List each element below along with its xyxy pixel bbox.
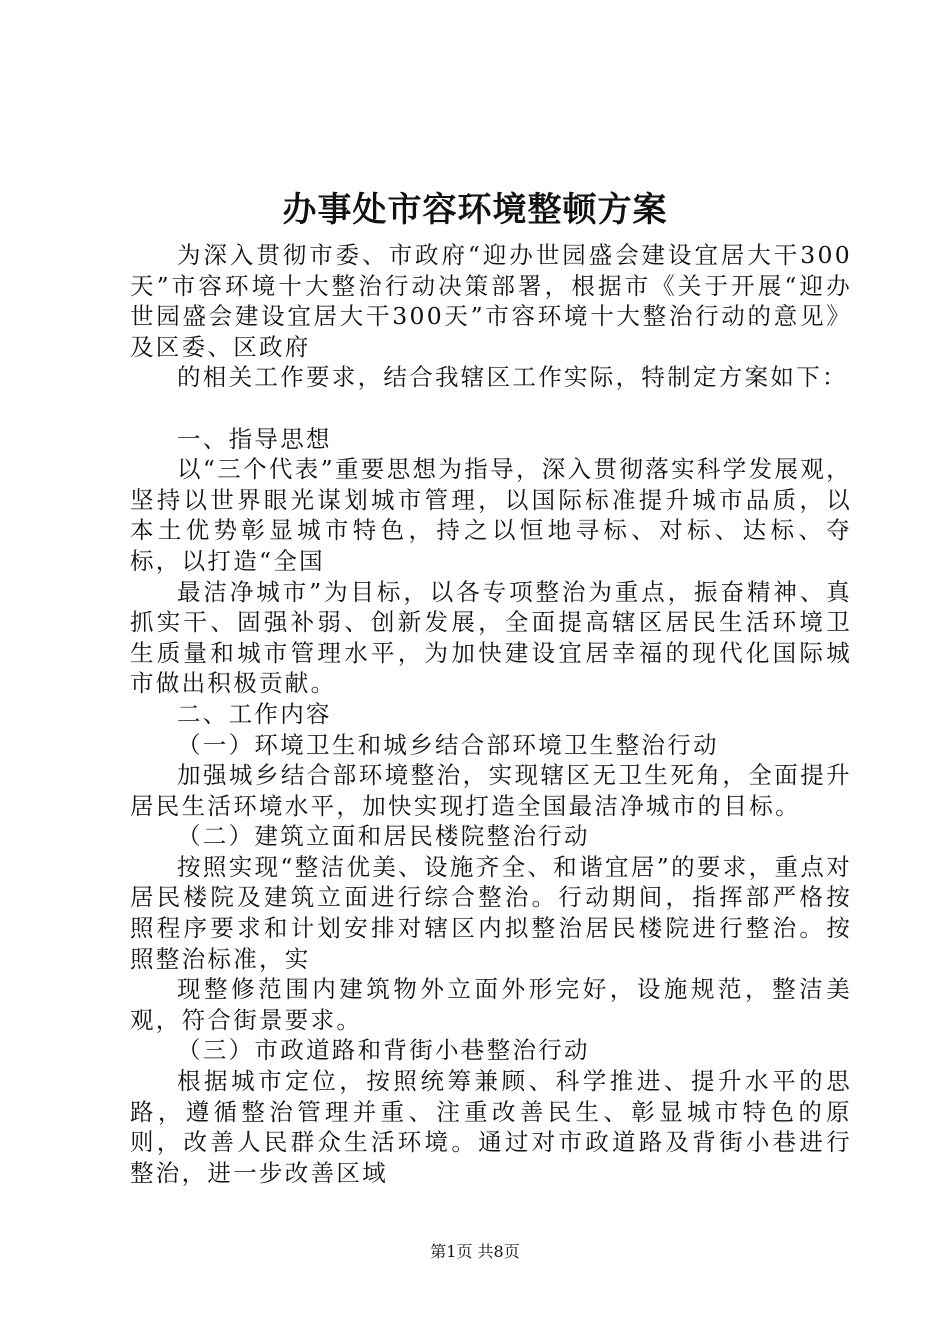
paragraph-building-facades: 按照实现“整洁优美、设施齐全、和谐宜居”的要求，重点对居民楼院及建筑立面进行综合整治。行动期间，指挥部严格按照程序要求和计划安排对辖区内拟整治居民楼院进行整治。按照整治标准，实	[130, 852, 852, 973]
heading-work-content: 二、工作内容	[177, 699, 332, 728]
blank-line	[130, 393, 852, 424]
paragraph-intro: 为深入贯彻市委、市政府“迎办世园盛会建设宜居大干300天”市容环境十大整治行动决策部署，根据市《关于开展“迎办世园盛会建设宜居大干300天”市容环境十大整治行动的意见》及区委、区政府	[130, 241, 852, 361]
document-body	[130, 240, 852, 1188]
subheading-sanitation: （一）环境卫生和城乡结合部环境卫生整治行动	[177, 730, 719, 759]
paragraph-guiding-ideology-continued: 最洁净城市”为目标，以各专项整治为重点，振奋精神、真抓实干、固强补弱、创新发展，全面提高辖区居民生活环境卫生质量和城市管理水平，为加快建设宜居幸福的现代化国际城市做出积极贡献。	[130, 577, 852, 698]
paragraph-roads-alleys: 根据城市定位，按照统筹兼顾、科学推进、提升水平的思路，遵循整治管理并重、注重改善民生、彰显城市特色的原则，改善人民群众生活环境。通过对市政道路及背街小巷进行整治，进一步改善区域	[130, 1067, 852, 1187]
paragraph-intro-continued: 的相关工作要求，结合我辖区工作实际，特制定方案如下：	[177, 363, 848, 392]
heading-guiding-ideology: 一、指导思想	[177, 424, 332, 453]
paragraph-building-facades-continued: 现整修范围内建筑物外立面外形完好，设施规范，整洁美观，符合街景要求。	[130, 975, 852, 1034]
page-footer: 第1页 共8页	[430, 1242, 520, 1261]
subheading-roads-alleys: （三）市政道路和背街小巷整治行动	[177, 1036, 590, 1065]
paragraph-sanitation: 加强城乡结合部环境整治，实现辖区无卫生死角，全面提升居民生活环境水平，加快实现打造全国最洁净城市的目标。	[130, 761, 852, 820]
document-title: 办事处市容环境整顿方案	[282, 190, 668, 230]
subheading-building-facades: （二）建筑立面和居民楼院整治行动	[177, 822, 590, 851]
paragraph-guiding-ideology: 以“三个代表”重要思想为指导，深入贯彻落实科学发展观，坚持以世界眼光谋划城市管理，以国际标准提升城市品质，以本土优势彰显城市特色，持之以恒地寻标、对标、达标、夺标，以打造“全国	[130, 455, 852, 575]
